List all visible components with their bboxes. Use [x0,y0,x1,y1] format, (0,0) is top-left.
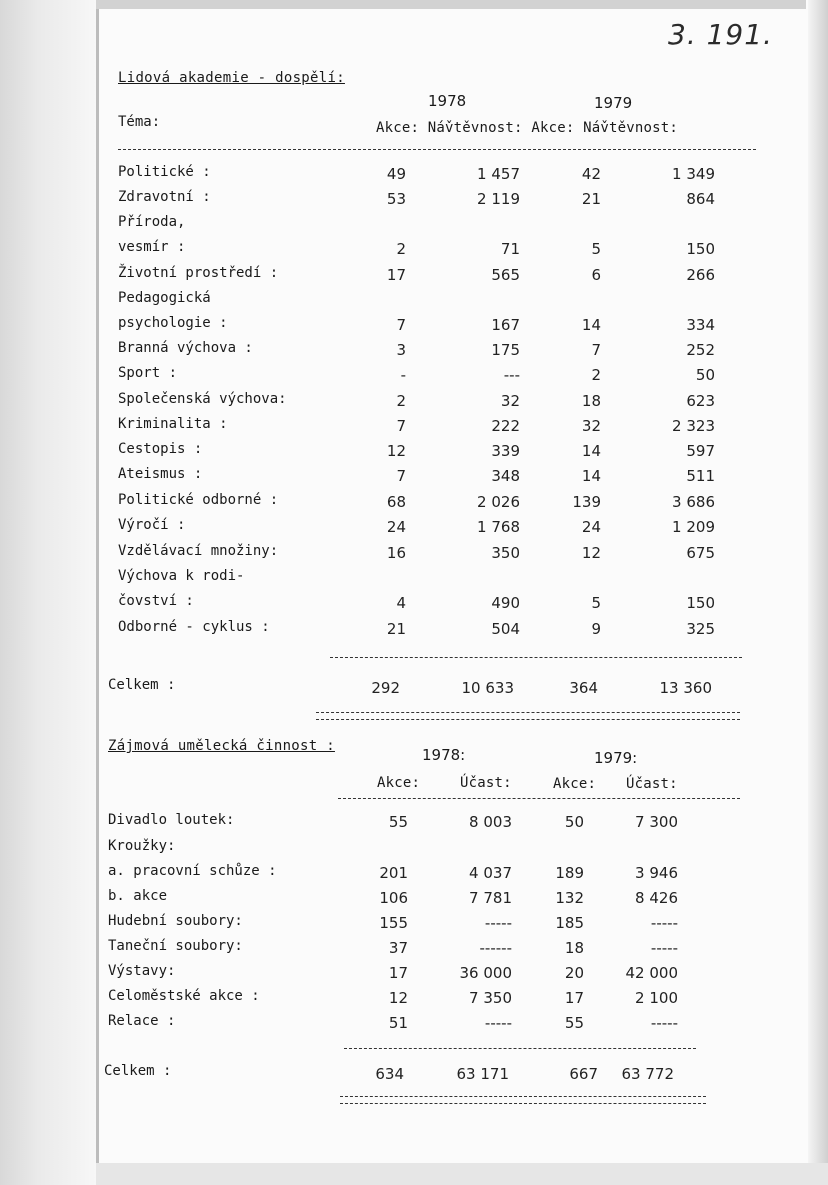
section2-year-1978: 1978: [422,746,466,764]
s1-cell-v1: 348 [491,467,520,485]
s1-cell-a1: - [400,366,406,384]
s1-cell-a1: 2 [396,392,406,410]
section2-header-rule [338,798,740,799]
scan-edge-top [96,0,806,9]
s1-row-label: Kriminalita : [118,416,228,432]
s1-row-label: čovství : [118,593,194,609]
s1-cell-a1: 16 [386,544,406,562]
s1-total-v1: 10 633 [461,679,514,697]
s1-cell-a1: 12 [386,442,406,460]
s2-cell-v2: ----- [650,939,678,957]
s1-cell-a1: 7 [396,417,406,435]
section2-col-akce-1978: Akce: [377,775,421,791]
s1-row-label: Pedagogická [118,290,211,306]
s2-cell-v2: ----- [650,914,678,932]
s1-cell-a1: 68 [386,493,406,511]
s1-total-label: Celkem : [108,677,176,693]
s1-cell-v1: 339 [491,442,520,460]
s1-cell-a2: 9 [591,620,601,638]
s2-cell-a2: 185 [555,914,584,932]
s1-cell-v1: 490 [491,594,520,612]
s1-total-v2: 13 360 [659,679,712,697]
s1-cell-a1: 4 [396,594,406,612]
s1-cell-v1: 32 [500,392,520,410]
s2-total-v1: 63 171 [456,1065,509,1083]
s2-cell-a1: 106 [379,889,408,907]
section2-total-rule [344,1048,696,1049]
s2-cell-v1: 36 000 [459,964,512,982]
s2-row-label: Celoměstské akce : [108,988,260,1004]
s1-cell-a2: 21 [581,190,601,208]
s1-cell-v2: 266 [686,266,715,284]
s2-row-label: a. pracovní schůze : [108,863,277,879]
s1-row-label: Výročí : [118,517,186,533]
s2-cell-a1: 12 [388,989,408,1007]
s1-row-label: psychologie : [118,315,228,331]
section1-year-1978: 1978 [428,92,467,110]
s2-cell-a2: 18 [564,939,584,957]
section1-year-1979: 1979 [594,94,633,112]
s1-cell-a2: 5 [591,594,601,612]
s2-cell-a1: 51 [388,1014,408,1032]
s1-row-label: Životní prostředí : [118,265,279,281]
s1-row-label: vesmír : [118,239,186,255]
s2-cell-v1: ----- [484,1014,512,1032]
s1-row-label: Politické odborné : [118,492,279,508]
section2-double-rule [340,1096,706,1104]
s2-cell-v1: 4 037 [469,864,512,882]
s2-cell-a1: 55 [388,813,408,831]
s1-cell-a1: 7 [396,316,406,334]
s2-cell-v2: ----- [650,1014,678,1032]
s1-cell-v1: 2 026 [477,493,520,511]
s1-row-label: Ateismus : [118,466,203,482]
s1-cell-a1: 24 [386,518,406,536]
s2-cell-a2: 132 [555,889,584,907]
s1-cell-v2: 1 209 [672,518,715,536]
s1-cell-v2: 150 [686,594,715,612]
s2-cell-v1: 7 350 [469,989,512,1007]
s1-row-label: Cestopis : [118,441,203,457]
s1-cell-v1: 1 768 [477,518,520,536]
page-number: 3. 191. [668,18,773,51]
s1-cell-a2: 12 [581,544,601,562]
s1-row-label: Výchova k rodi- [118,568,245,584]
s2-cell-v1: ------ [479,939,512,957]
s1-cell-a1: 21 [386,620,406,638]
s1-cell-a2: 139 [572,493,601,511]
s1-cell-v2: 252 [686,341,715,359]
s1-cell-a1: 7 [396,467,406,485]
s1-cell-v2: 50 [695,366,715,384]
s2-row-label: Taneční soubory: [108,938,243,954]
s1-row-label: Odborné - cyklus : [118,619,270,635]
s2-row-label: Hudební soubory: [108,913,243,929]
s1-cell-v2: 675 [686,544,715,562]
section1-column-headers: Akce: Náv̌těvnost: Akce: Náv̌těvnost: [376,120,679,136]
s2-cell-a2: 20 [564,964,584,982]
s1-row-label: Vzdělávací množiny: [118,543,279,559]
s2-row-label: b. akce [108,888,168,904]
s1-row-label: Společenská výchova: [118,391,287,407]
section1-double-rule [316,712,740,720]
s2-cell-a1: 37 [388,939,408,957]
s1-cell-v2: 150 [686,240,715,258]
s1-total-a1: 292 [371,679,400,697]
s2-total-a2: 667 [569,1065,598,1083]
s2-cell-v2: 3 946 [635,864,678,882]
s1-cell-v2: 2 323 [672,417,715,435]
s2-cell-v2: 42 000 [625,964,678,982]
s2-cell-a2: 50 [564,813,584,831]
section1-total-rule [330,657,742,658]
s1-cell-v1: 1 457 [477,165,520,183]
s1-cell-a2: 7 [591,341,601,359]
s1-cell-v1: 71 [500,240,520,258]
s1-cell-a2: 6 [591,266,601,284]
s2-cell-v2: 8 426 [635,889,678,907]
s1-row-label: Sport : [118,365,178,381]
section2-col-ucast-1979: Účast: [626,776,678,792]
s2-cell-v2: 2 100 [635,989,678,1007]
s1-cell-a1: 53 [386,190,406,208]
section1-title: Lidová akademie - dospělí: [118,70,345,86]
section1-theme-label: Téma: [118,114,161,130]
s2-cell-v1: 8 003 [469,813,512,831]
s1-row-label: Zdravotní : [118,189,211,205]
s1-cell-a2: 14 [581,316,601,334]
s1-cell-v1: 222 [491,417,520,435]
s1-total-a2: 364 [569,679,598,697]
s1-cell-a2: 24 [581,518,601,536]
s2-total-a1: 634 [375,1065,404,1083]
s2-cell-a1: 17 [388,964,408,982]
s1-cell-a2: 42 [581,165,601,183]
s1-cell-v2: 1 349 [672,165,715,183]
scan-edge-bottom [96,1163,828,1185]
scan-edge-right [808,0,828,1185]
s1-cell-a2: 18 [581,392,601,410]
s2-cell-a2: 189 [555,864,584,882]
s1-row-label: Branná výchova : [118,340,253,356]
s1-cell-v2: 864 [686,190,715,208]
s2-row-label: Divadlo loutek: [108,812,235,828]
s1-row-label: Příroda, [118,214,186,230]
s1-cell-a1: 2 [396,240,406,258]
s1-cell-a2: 5 [591,240,601,258]
s1-cell-a1: 3 [396,341,406,359]
s1-cell-a2: 14 [581,467,601,485]
scan-fold-line [96,0,99,1185]
section2-col-ucast-1978: Účast: [460,775,512,791]
s1-cell-a2: 32 [581,417,601,435]
s1-cell-v2: 597 [686,442,715,460]
section2-col-akce-1979: Akce: [553,776,597,792]
s1-row-label: Politické : [118,164,211,180]
s2-cell-a1: 155 [379,914,408,932]
s1-cell-v2: 334 [686,316,715,334]
s1-cell-a1: 17 [386,266,406,284]
s2-cell-v2: 7 300 [635,813,678,831]
s1-cell-v1: 565 [491,266,520,284]
s1-cell-v2: 623 [686,392,715,410]
section2-title: Zájmová umělecká činnost : [108,738,335,754]
s2-cell-a2: 17 [564,989,584,1007]
s2-total-label: Celkem : [104,1063,172,1079]
s2-cell-v1: 7 781 [469,889,512,907]
s2-cell-v1: ----- [484,914,512,932]
s2-row-label: Výstavy: [108,963,176,979]
s2-cell-a1: 201 [379,864,408,882]
s1-cell-v1: 2 119 [477,190,520,208]
s1-cell-v1: 504 [491,620,520,638]
s1-cell-v2: 511 [686,467,715,485]
s1-cell-v1: 175 [491,341,520,359]
s2-total-v2: 63 772 [621,1065,674,1083]
s1-cell-a1: 49 [386,165,406,183]
section1-header-rule [118,149,756,150]
s1-cell-v1: 167 [491,316,520,334]
s1-cell-v2: 3 686 [672,493,715,511]
s2-row-label: Kroužky: [108,838,176,854]
s1-cell-v2: 325 [686,620,715,638]
s1-cell-a2: 2 [591,366,601,384]
section2-year-1979: 1979: [594,749,638,767]
scan-edge-left [0,0,96,1185]
s2-row-label: Relace : [108,1013,176,1029]
s1-cell-v1: --- [503,366,520,384]
s1-cell-v1: 350 [491,544,520,562]
s1-cell-a2: 14 [581,442,601,460]
s2-cell-a2: 55 [564,1014,584,1032]
